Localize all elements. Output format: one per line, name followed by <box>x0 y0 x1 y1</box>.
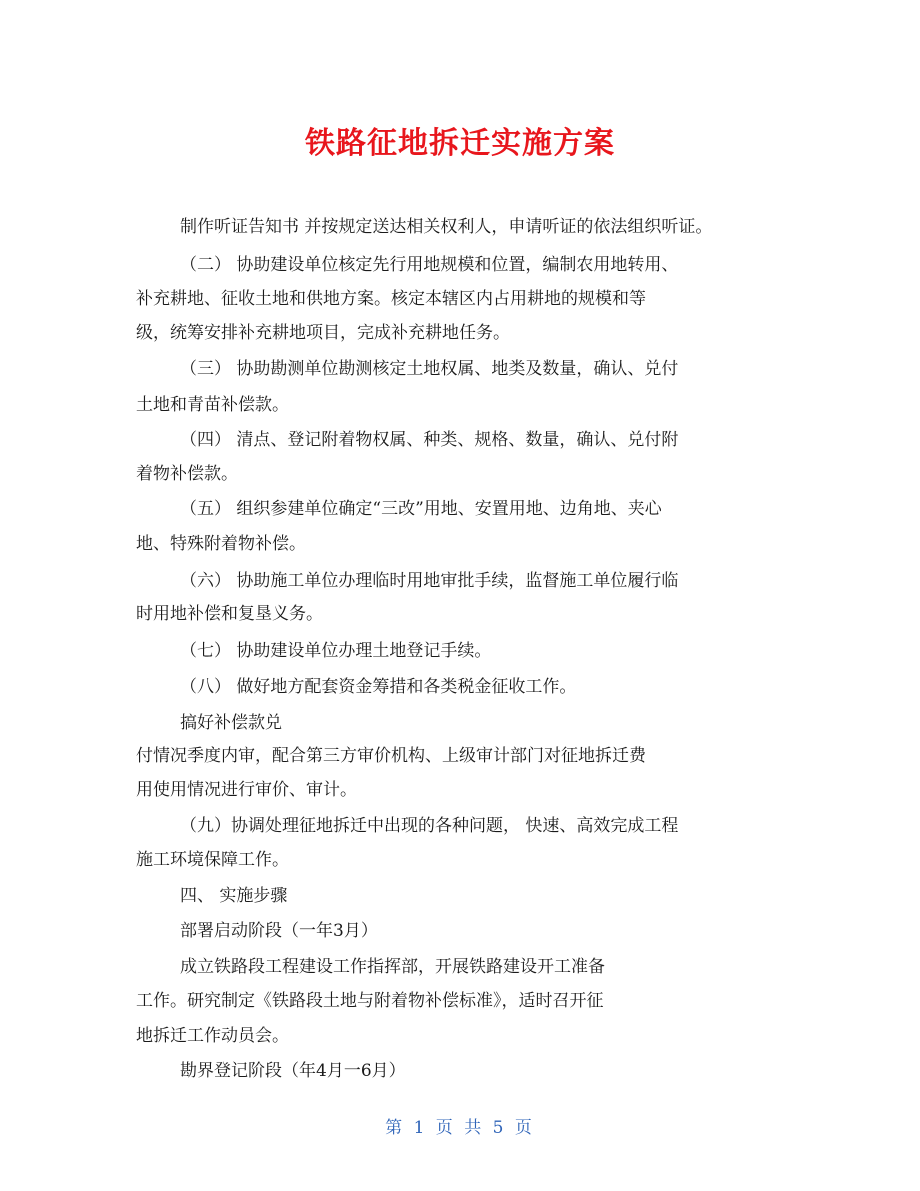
paragraph-line: （四） 清点、登记附着物权属、种类、规格、数量，确认、兑付附 <box>180 430 679 450</box>
paragraph-line: 补充耕地、征收土地和供地方案。核定本辖区内占用耕地的规模和等 <box>136 289 646 309</box>
paragraph-line: （五） 组织参建单位确定“三改”用地、安置用地、边角地、夹心 <box>180 499 662 519</box>
paragraph-line: （六） 协助施工单位办理临时用地审批手续，监督施工单位履行临 <box>180 571 679 591</box>
paragraph-line: 工作。研究制定《铁路段土地与附着物补偿标准》，适时召开征 <box>136 991 604 1011</box>
section-heading: 四、 实施步骤 <box>180 886 288 906</box>
paragraph-line: 土地和青苗补偿款。 <box>136 395 289 415</box>
paragraph-line: 着物补偿款。 <box>136 464 238 484</box>
paragraph-line: 成立铁路段工程建设工作指挥部，开展铁路建设开工准备 <box>180 957 605 977</box>
paragraph-line: 部署启动阶段（一年3月） <box>180 921 378 941</box>
paragraph-line: 用使用情况进行审价、审计。 <box>136 780 357 800</box>
paragraph-line: 施工环境保障工作。 <box>136 850 289 870</box>
paragraph-line: 地、特殊附着物补偿。 <box>136 534 306 554</box>
page-number: 第 1 页 共 5 页 <box>385 1118 535 1138</box>
paragraph-line: 制作听证告知书 并按规定送达相关权利人，申请听证的依法组织听证。 <box>180 217 713 237</box>
paragraph-line: （八） 做好地方配套资金筹措和各类税金征收工作。 <box>180 677 577 697</box>
paragraph-line: 付情况季度内审，配合第三方审价机构、上级审计部门对征地拆迁费 <box>136 746 646 766</box>
paragraph-line: 勘界登记阶段（年4月一6月） <box>180 1061 406 1081</box>
paragraph-line: （九）协调处理征地拆迁中出现的各种问题， 快速、高效完成工程 <box>180 816 679 836</box>
paragraph-line: 时用地补偿和复垦义务。 <box>136 604 323 624</box>
paragraph-line: 搞好补偿款兑 <box>180 713 282 733</box>
paragraph-line: （二） 协助建设单位核定先行用地规模和位置，编制农用地转用、 <box>180 255 679 275</box>
paragraph-line: 级，统筹安排补充耕地项目，完成补充耕地任务。 <box>136 323 510 343</box>
page-title: 铁路征地拆迁实施方案 <box>305 126 615 161</box>
paragraph-line: 地拆迁工作动员会。 <box>136 1026 289 1046</box>
paragraph-line: （七） 协助建设单位办理土地登记手续。 <box>180 641 492 661</box>
paragraph-line: （三） 协助勘测单位勘测核定土地权属、地类及数量，确认、兑付 <box>180 359 679 379</box>
